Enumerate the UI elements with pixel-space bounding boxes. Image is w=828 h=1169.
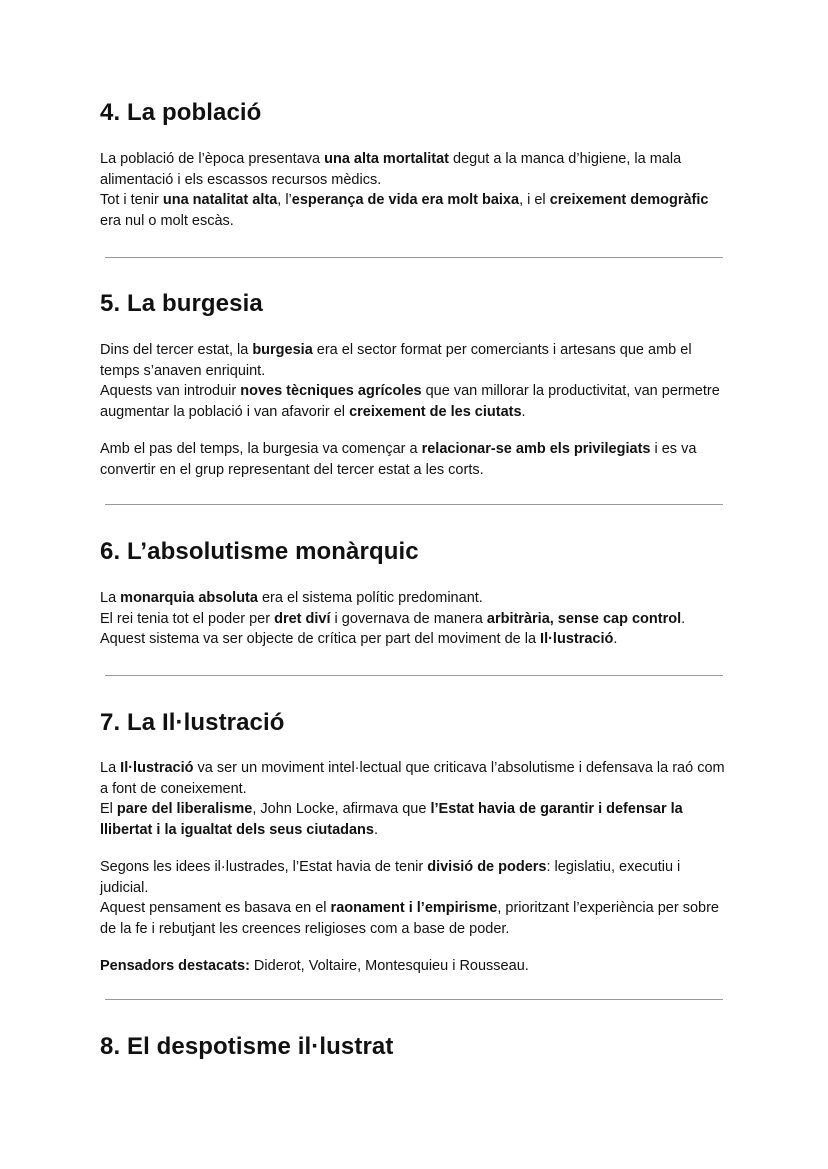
- text-run: Aquests van introduir: [100, 383, 241, 399]
- section-paragraph: [100, 149, 720, 231]
- bold-text: una natalitat alta: [162, 192, 278, 208]
- section-title: 6. L’absolutisme monàrquic: [100, 538, 419, 565]
- bold-text: Pensadors destacats:: [100, 958, 250, 974]
- section-paragraph: [100, 758, 730, 840]
- text-run: Amb el pas del temps, la burgesia va començar a: [100, 441, 422, 457]
- section-absolutisme: [100, 538, 730, 650]
- text-run: La: [100, 760, 121, 776]
- section-title: 7. La Il·lustració: [100, 709, 285, 736]
- bold-text: pare del liberalisme: [116, 801, 253, 817]
- section-divider: [105, 504, 723, 505]
- text-run: va ser un moviment intel·lectual que criticava l’absolutisme i defensava la raó com a font de coneixement.: [100, 760, 725, 797]
- bold-text: arbitrària, sense cap control: [486, 610, 682, 627]
- text-run: era el sector format per comerciants i artesans que amb el temps s’anaven enriquint.: [100, 342, 692, 379]
- text-run: era el sistema polític predominant.: [257, 590, 483, 606]
- section-burgesia: [100, 290, 730, 480]
- text-run: La població de l’època presentava: [100, 151, 325, 167]
- section-title: 5. La burgesia: [100, 290, 263, 317]
- text-run: i governava de manera: [330, 610, 487, 627]
- text-run: i es va convertir en el grup representant del tercer estat a les corts.: [100, 441, 697, 478]
- bold-text: una alta mortalitat: [324, 151, 449, 167]
- section-title: 8. El despotisme il·lustrat: [100, 1033, 394, 1060]
- bold-text: Il·lustració: [120, 760, 194, 776]
- text-run: .: [681, 610, 686, 627]
- section-illustracio: [100, 709, 730, 977]
- text-run: , prioritzant l’experiència per sobre de la fe i rebutjant les creences religioses com a base de poder.: [100, 900, 719, 937]
- section-paragraph: [100, 439, 725, 480]
- text-run: Tot i tenir: [100, 192, 163, 208]
- text-run: .: [373, 821, 379, 838]
- text-run: La: [100, 590, 121, 606]
- bold-text: creixement de les ciutats: [349, 403, 522, 420]
- text-run: .: [521, 403, 526, 420]
- text-run: era nul o molt escàs.: [100, 212, 234, 229]
- text-run: El rei tenia tot el poder per: [100, 610, 275, 627]
- text-run: , l’: [277, 192, 292, 208]
- bold-text: raonament i l’empirisme: [330, 900, 498, 916]
- bold-text: l’Estat havia de garantir i defensar la llibertat i la igualtat dels seus ciutadans: [100, 801, 683, 838]
- section-paragraph: [100, 340, 730, 422]
- text-run: : legislatiu, executiu i judicial.: [100, 859, 681, 896]
- section-paragraph: [100, 588, 730, 650]
- bold-text: burgesia: [252, 342, 313, 358]
- section-divider: [105, 257, 723, 258]
- text-run: El: [100, 801, 117, 817]
- text-run: , i el: [519, 192, 550, 208]
- text-run: .: [613, 631, 618, 647]
- bold-text: noves tècniques agrícoles: [240, 383, 422, 399]
- section-divider: [105, 675, 723, 676]
- text-run: Diderot, Voltaire, Montesquieu i Rousseau.: [249, 958, 529, 974]
- text-run: degut a la manca d’higiene, la mala alimentació i els escassos recursos mèdics.: [100, 151, 682, 188]
- text-run: Dins del tercer estat, la: [100, 342, 253, 358]
- text-run: , John Locke, afirmava que: [252, 801, 431, 817]
- bold-text: creixement demogràfic: [549, 192, 709, 208]
- section-paragraph: [100, 857, 725, 939]
- bold-text: esperança de vida era molt baixa: [291, 192, 520, 208]
- bold-text: relacionar-se amb els privilegiats: [421, 441, 651, 457]
- bold-text: dret diví: [274, 610, 331, 627]
- text-run: Aquest pensament es basava en el: [100, 900, 331, 916]
- text-run: Segons les idees il·lustrades, l’Estat havia de tenir: [100, 859, 428, 875]
- bold-text: Il·lustració: [540, 631, 614, 647]
- section-poblacio: [100, 99, 730, 231]
- section-despotisme: [100, 1033, 730, 1061]
- bold-text: divisió de poders: [427, 859, 547, 875]
- text-run: que van millorar la productivitat, van permetre augmentar la població i van afavorir el: [100, 383, 720, 420]
- text-run: Aquest sistema va ser objecte de crítica per part del moviment de la: [100, 631, 541, 647]
- section-title: 4. La població: [100, 99, 262, 126]
- bold-text: monarquia absoluta: [120, 590, 258, 606]
- section-divider: [105, 999, 723, 1000]
- section-paragraph: [100, 956, 725, 977]
